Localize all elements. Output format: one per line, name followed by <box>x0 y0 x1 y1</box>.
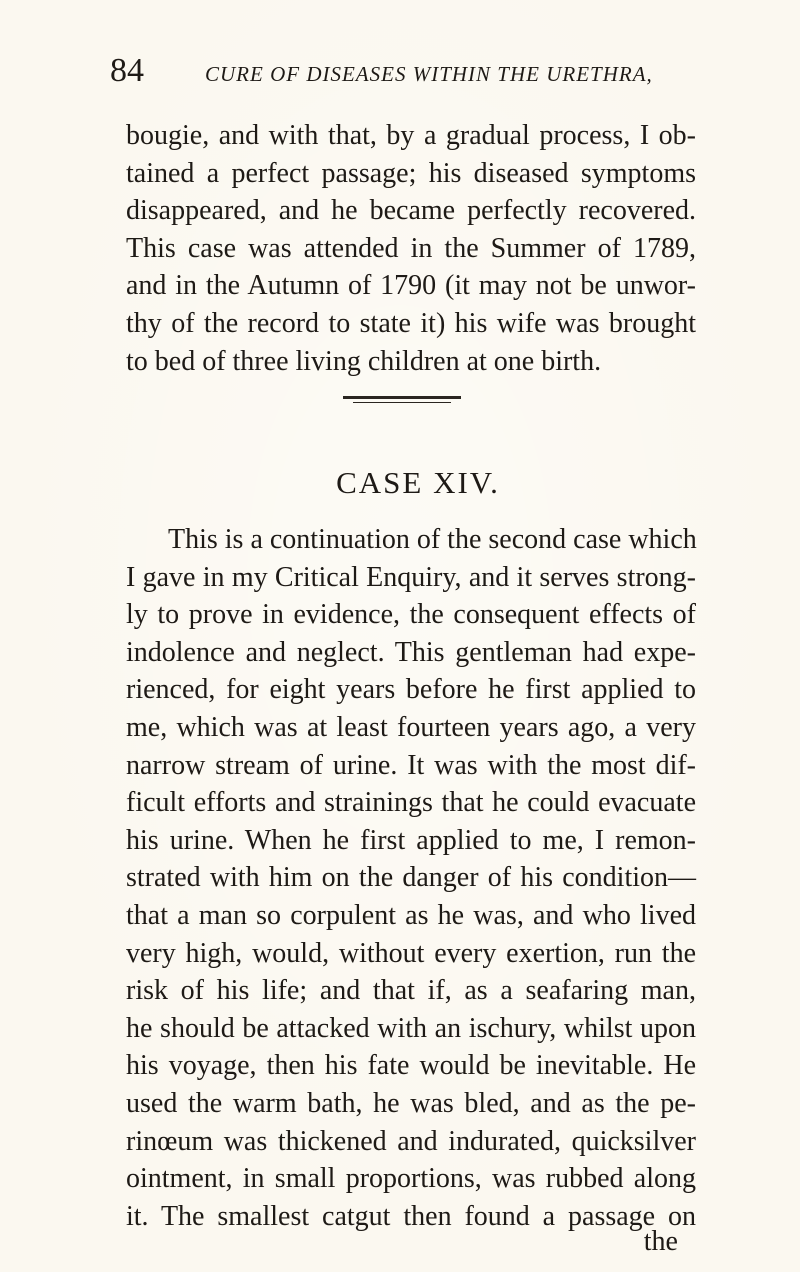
text-line: narrow stream of urine. It was with the most dif- <box>126 749 696 781</box>
text-line: ointment, in small proportions, was rubbed along <box>126 1163 696 1195</box>
page-number: 84 <box>110 52 144 89</box>
paragraph-continued <box>126 117 696 380</box>
text-line: and in the Autumn of 1790 (it may not be unwor- <box>126 270 696 302</box>
text-line: his urine. When he first applied to me, I remon- <box>126 824 696 856</box>
text-line: This is a continuation of the second case which <box>168 524 697 555</box>
text-line: risk of his life; and that if, as a seafaring man, <box>126 975 696 1007</box>
text-line: that a man so corpulent as he was, and who lived <box>126 899 696 931</box>
text-line: tained a perfect passage; his diseased symptoms <box>126 157 696 189</box>
text-line: rienced, for eight years before he first applied to <box>126 674 696 706</box>
catchword: the <box>643 1226 678 1257</box>
running-head-title: CURE OF DISEASES WITHIN THE URETHRA, <box>205 62 653 86</box>
text-line: used the warm bath, he was bled, and as the pe- <box>126 1087 696 1119</box>
text-line: me, which was at least fourteen years ago, a very <box>126 711 696 743</box>
text-line: indolence and neglect. This gentleman had expe- <box>126 636 696 668</box>
text-line: thy of the record to state it) his wife was brought <box>126 307 696 339</box>
text-line: bougie, and with that, by a gradual process, I ob- <box>126 120 696 151</box>
text-line: disappeared, and he became perfectly recovered. <box>126 195 696 227</box>
case-heading-text: CASE XIV. <box>336 465 500 500</box>
text-line: strated with him on the danger of his condition— <box>126 862 696 894</box>
running-head <box>110 52 730 96</box>
text-line: ly to prove in evidence, the consequent effects of <box>126 599 696 631</box>
text-line: This case was attended in the Summer of 1789, <box>126 232 696 264</box>
text-line: he should be attacked with an ischury, whilst upon <box>126 1012 696 1044</box>
text-line: it. The smallest catgut then found a passage on <box>126 1200 696 1232</box>
section-divider-rule <box>343 396 461 399</box>
case-heading <box>0 465 800 501</box>
text-line: very high, would, without every exertion, run the <box>126 937 696 969</box>
text-line: to bed of three living children at one birth. <box>126 345 602 377</box>
text-line: rinœum was thickened and indurated, quicksilver <box>126 1125 696 1157</box>
text-line: his voyage, then his fate would be inevitable. He <box>126 1050 696 1082</box>
text-line: ficult efforts and strainings that he could evacuate <box>126 787 696 819</box>
case-paragraph <box>126 521 696 1235</box>
text-line: I gave in my Critical Enquiry, and it serves strong- <box>126 561 696 593</box>
